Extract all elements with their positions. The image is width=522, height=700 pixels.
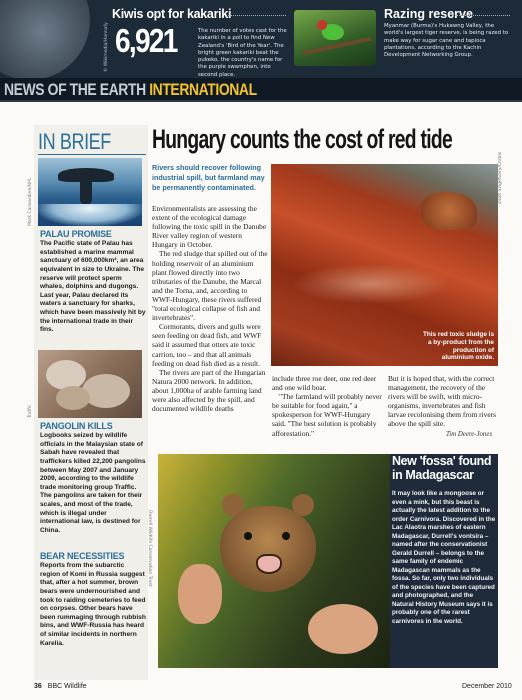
dotted-rule: [228, 15, 286, 16]
brief-text-bear: Reports from the subarctic region of Komi in Russia suggest that, after a hot summer, brown bears were undernourished and took to raiding cemeteries to feed on corpses. Other bears have been rummaging through rubbish bins, and WWF-Russia has heard of similar incidents in northern Karelia.: [40, 562, 146, 647]
article-paragraph: "The farmland will probably never be suitable for food again," a spokesperson for WWF-Hungary said. "The best solution is probably afforestation.": [272, 392, 382, 438]
brief-title-palau: PALAU PROMISE: [40, 229, 112, 239]
article-paragraph: But it is hoped that, with the correct management, the recovery of the rivers will be swift, with micro-organisms, invertebrates and fish larvae recolonising them from rivers above the spill site.: [388, 374, 496, 429]
page-number: 36: [34, 683, 42, 690]
issue-date: December 2010: [462, 683, 512, 690]
article-headline: Hungary counts the cost of red tide: [152, 124, 452, 154]
kiwi-vote-number: 6,921: [115, 22, 177, 59]
brief-text-palau: The Pacific state of Palau has established a marine mammal sanctuary of 600,000km², an area equivalent in size to Ukraine. The reserve will protect sperm whales, dolphins and dugongs. Last year, Palau declared its waters a sanctuary for sharks, which have been massively hit by the international trade in their fins.: [40, 240, 146, 334]
kiwi-credit: © Wikimedia/Hannafy: [104, 22, 109, 72]
razing-text: Myanmar (Burma)'s Hukawng Valley, the world's largest tiger reserve, is being razed to make way for sugar cane and tapioca plantations, according to the Kachin Development Networking Group.: [384, 23, 509, 59]
top-banner: [0, 0, 522, 78]
section-bar: [0, 78, 522, 102]
brief-title-bear: BEAR NECESSITIES: [40, 551, 125, 561]
fossa-text: It may look like a mongoose or even a mink, but this beast is actually the latest addition to the order Carnivora. Discovered in the Lac Alaotra marshes of eastern Madagascar, Durrell's vontsira – named after the conservationist Gerald Durrell – belongs to the same family of endemic Madagascan mammals as the fossa. So far, only two individuals of the species have been captured and photographed, and the Natural History Museum says it is probably one of the rarest carnivores in the world.: [392, 490, 496, 625]
article-column-3: [388, 374, 500, 429]
in-brief-heading: IN BRIEF: [38, 129, 111, 154]
dotted-rule: [452, 15, 510, 16]
pangolin-photo: [38, 350, 142, 418]
section-prefix: NEWS OF THE EARTH: [4, 80, 146, 99]
brief-title-pangolin: PANGOLIN KILLS: [40, 421, 113, 431]
section-highlight: INTERNATIONAL: [149, 80, 257, 99]
kakariki-photo: [294, 10, 376, 66]
kiwi-title: Kiwis opt for kakariki: [112, 7, 232, 21]
pangolin-credit: Traffic: [28, 404, 33, 418]
fossa-photo: [158, 454, 390, 668]
article-column-2: [272, 374, 384, 438]
article-byline: Tim Deere-Jones: [446, 431, 492, 438]
article-paragraph: Environmentalists are assessing the extent of the ecological damage following the toxic spill in the Danube River valley region of western Hungary in October.: [152, 204, 267, 250]
magazine-name: BBC Wildlife: [47, 683, 87, 690]
article-paragraph: The red sludge that spilled out of the holding reservoir of an aluminium plant flowed directly into two tributaries of the Danube, the Marcal and the Torna, and, according to WWF-Hungary, these rivers suffered "total ecological collapse of fish and invertebrates".: [152, 249, 268, 323]
page-footer: [34, 683, 87, 690]
brief-text-pangolin: Logbooks seized by wildlife officials in the Malaysian state of Sabah have revealed that traffickers killed 22,200 pangolins between May 2007 and January 2009, according to the wildlife trade monitoring group Traffic. The pangolins are taken for their scales, and most of the trade, which is illegal under international law, is destined for China.: [40, 432, 146, 534]
globe-image: [0, 0, 90, 78]
razing-title: Razing reserve: [384, 7, 473, 21]
sludge-caption: This red toxic sludge is a by-product from the production of aluminium oxide.: [422, 331, 494, 362]
article-column-1: [152, 204, 269, 413]
article-standfirst: Rivers should recover following industrial spill, but farmland may be permanently contaminated.: [152, 163, 265, 193]
article-paragraph: include three roe deer, one red deer and one wild boar.: [272, 374, 377, 393]
kiwi-text: The number of votes cast for the kakariki in a poll to find New Zealand's 'Bird of the Year'. The bright green kakariki beat the pukeko, the country's name for the purple swamphen, into second place.: [198, 28, 287, 78]
article-paragraph: The rivers are part of the Hungarian Natura 2000 network. In addition, about 1,000ha of arable farming land were also affected by the spill, and documented wildlife deaths: [152, 367, 266, 414]
article-paragraph: Cormorants, divers and gulls were seen feeding on dead fish, and WWF said it assumed that otters ate toxic carrion, too – and that all animals feeding on dead fish died as a result.: [152, 322, 262, 368]
fossa-heading: New 'fossa' found in Madagascar: [392, 454, 492, 482]
divider: [38, 154, 146, 155]
sludge-credit: Zsolt Szigetvary/Corbis: [498, 151, 503, 204]
whale-credit: Mark Carwardine/NPL: [28, 177, 33, 226]
whale-tail-photo: [38, 158, 142, 226]
fossa-credit: Durrell Wildlife Conservation Trust: [147, 510, 152, 587]
